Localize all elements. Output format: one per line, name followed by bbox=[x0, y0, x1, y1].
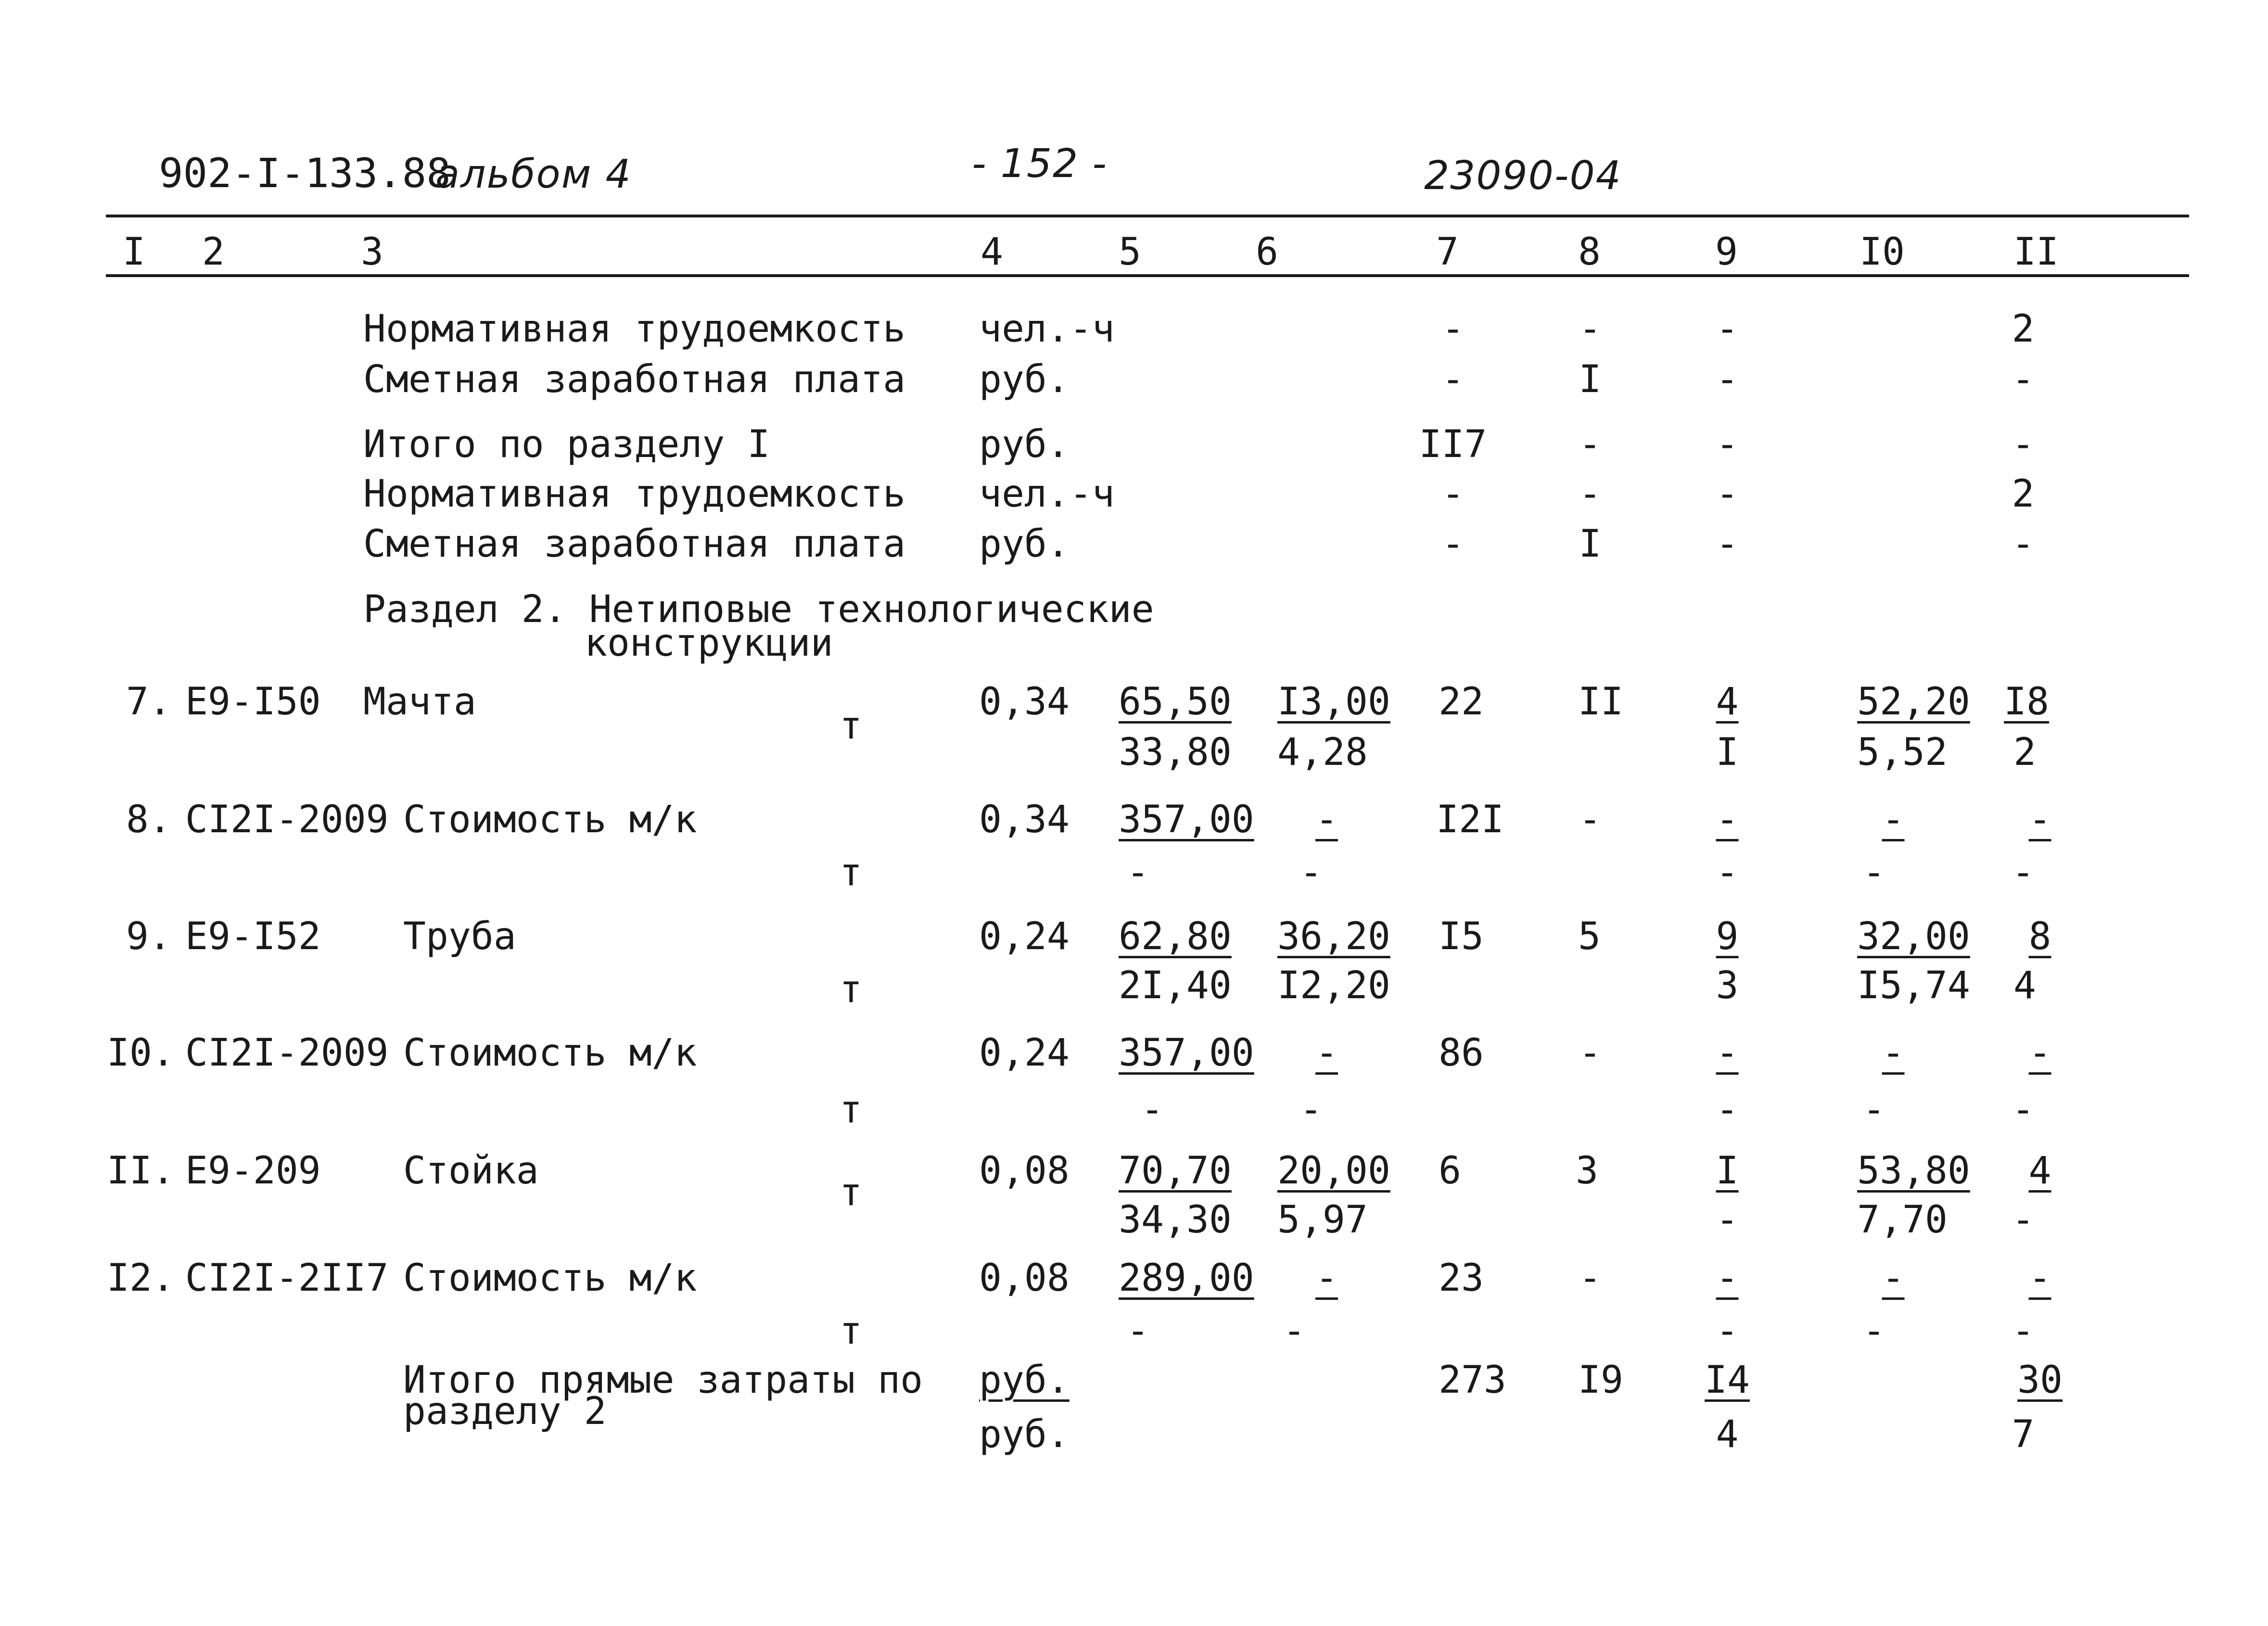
cell-col11: - bbox=[2012, 358, 2035, 401]
cell-col9-bottom: - bbox=[1716, 1309, 1739, 1353]
cell-col7: 273 bbox=[1439, 1359, 1506, 1402]
cell-col9: - bbox=[1716, 522, 1739, 566]
cell-col11-bottom: - bbox=[2012, 1198, 2035, 1242]
cell-col7: 22 bbox=[1439, 680, 1484, 724]
row-label: Сметная заработная плата bbox=[363, 358, 906, 401]
cell-col5-top: 357,00 bbox=[1119, 798, 1254, 841]
cell-col8: II bbox=[1578, 680, 1623, 724]
row-name: Стойка bbox=[403, 1149, 539, 1193]
cell-col8: I9 bbox=[1578, 1359, 1623, 1402]
row-name: Мачта bbox=[363, 680, 476, 724]
column-header-5: 5 bbox=[1119, 230, 1141, 274]
cell-col6-top: 20,00 bbox=[1277, 1149, 1390, 1193]
cell-col11-bottom: 2 bbox=[2013, 731, 2036, 774]
row-code: Е9-209 bbox=[185, 1149, 321, 1193]
cell-col9-top: 9 bbox=[1716, 915, 1739, 958]
cell-col9: - bbox=[1716, 358, 1739, 401]
cell-col9: - bbox=[1716, 307, 1739, 351]
row-label: Итого по разделу I bbox=[363, 423, 770, 466]
cell-col9-top: - bbox=[1716, 798, 1739, 841]
total-label: Итого прямые затраты по bbox=[403, 1359, 923, 1402]
cell-col8: - bbox=[1579, 307, 1602, 351]
row-code: Е9-I50 bbox=[185, 680, 321, 724]
cell-col8: I bbox=[1579, 358, 1602, 401]
cell-col9-bottom: - bbox=[1716, 1088, 1739, 1131]
row-name: Стоимость м/к bbox=[403, 798, 697, 841]
header-top-rule bbox=[106, 215, 2189, 217]
cell-col7: I2I bbox=[1436, 798, 1504, 841]
cell-col5-top: 65,50 bbox=[1119, 680, 1232, 724]
row-quantity: 0,34 bbox=[979, 798, 1070, 841]
row-unit: руб. bbox=[979, 358, 1070, 401]
cell-col7: - bbox=[1441, 522, 1465, 566]
column-header-8: 8 bbox=[1578, 230, 1601, 274]
row-unit: т bbox=[840, 1171, 862, 1214]
row-unit: руб. bbox=[979, 522, 1070, 566]
cell-col11-top: I8 bbox=[2004, 680, 2049, 724]
total-label-continued: разделу 2 bbox=[403, 1390, 607, 1433]
row-number: I0. bbox=[107, 1031, 175, 1075]
cell-col10-bottom: - bbox=[1862, 1309, 1886, 1353]
row-name: Стоимость м/к bbox=[403, 1257, 697, 1300]
cell-col9-top: I bbox=[1716, 1149, 1739, 1193]
row-unit: т bbox=[840, 1309, 862, 1353]
album-label: альбом 4 bbox=[435, 152, 632, 197]
cell-col5-top: 70,70 bbox=[1119, 1149, 1232, 1193]
cell-col5-bottom: 2I,40 bbox=[1119, 964, 1232, 1007]
cell-col10-top: - bbox=[1882, 1031, 1905, 1075]
cell-col9-bottom: 3 bbox=[1716, 964, 1739, 1007]
cell-col7: II7 bbox=[1419, 423, 1487, 466]
sheet-code: 23090-04 bbox=[1424, 153, 1622, 199]
column-header-10: I0 bbox=[1860, 230, 1905, 274]
cell-col9-bottom: I bbox=[1716, 731, 1739, 774]
column-header-9: 9 bbox=[1715, 230, 1738, 274]
column-header-4: 4 bbox=[981, 230, 1003, 274]
cell-col11-top: 30 bbox=[2017, 1359, 2063, 1402]
cell-col11: 2 bbox=[2012, 472, 2035, 516]
row-unit: т bbox=[840, 851, 862, 894]
row-unit: чел.-ч bbox=[979, 307, 1115, 351]
cell-col9-top: - bbox=[1716, 1257, 1739, 1300]
cell-col11-top: - bbox=[2028, 1257, 2051, 1300]
row-unit: т bbox=[840, 1088, 862, 1131]
cell-col6-bottom: - bbox=[1300, 851, 1323, 894]
row-label: Нормативная трудоемкость bbox=[363, 307, 906, 351]
column-header-3: 3 bbox=[361, 230, 383, 274]
cell-col11-bottom: - bbox=[2012, 1088, 2035, 1131]
row-code: СI2I-2009 bbox=[185, 1031, 389, 1075]
cell-col8: 3 bbox=[1576, 1149, 1598, 1193]
row-quantity: 0,08 bbox=[979, 1149, 1070, 1193]
cell-col10-bottom: - bbox=[1862, 1088, 1886, 1131]
row-unit: т bbox=[840, 704, 862, 748]
cell-col5-bottom: - bbox=[1126, 1309, 1149, 1353]
row-quantity: 0,08 bbox=[979, 1257, 1070, 1300]
cell-col10-bottom: - bbox=[1862, 851, 1886, 894]
row-unit: чел.-ч bbox=[979, 472, 1115, 516]
cell-col6-top: - bbox=[1315, 1031, 1338, 1075]
cell-col11-bottom: - bbox=[2012, 1309, 2035, 1353]
cell-col6-bottom: - bbox=[1300, 1088, 1323, 1131]
row-quantity: 0,24 bbox=[979, 915, 1070, 958]
cell-col10-top: 52,20 bbox=[1857, 680, 1970, 724]
row-code: СI2I-2009 bbox=[185, 798, 389, 841]
column-header-2: 2 bbox=[202, 230, 225, 274]
cell-col10-bottom: I5,74 bbox=[1857, 964, 1970, 1007]
cell-col5-bottom: - bbox=[1126, 851, 1149, 894]
cell-col10-top: - bbox=[1882, 798, 1905, 841]
row-quantity: 0,34 bbox=[979, 680, 1070, 724]
header-bottom-rule bbox=[106, 274, 2189, 277]
cell-col9-bottom: 4 bbox=[1716, 1413, 1739, 1456]
cell-col8: - bbox=[1579, 798, 1602, 841]
row-number: II. bbox=[107, 1149, 175, 1193]
cell-col6-bottom: 4,28 bbox=[1277, 731, 1368, 774]
row-label: Сметная заработная плата bbox=[363, 522, 906, 566]
total-unit-bottom: руб. bbox=[979, 1413, 1070, 1456]
cell-col10-bottom: 5,52 bbox=[1857, 731, 1948, 774]
cell-col11: 2 bbox=[2012, 307, 2035, 351]
cell-col5-top: 357,00 bbox=[1119, 1031, 1254, 1075]
cell-col11-bottom: 4 bbox=[2013, 964, 2036, 1007]
section-2-title-continued: конструкции bbox=[585, 622, 833, 665]
cell-col9-top: 4 bbox=[1716, 680, 1739, 724]
row-number: 8. bbox=[126, 798, 171, 841]
cell-col6-top: I3,00 bbox=[1277, 680, 1390, 724]
cell-col6-bottom: I2,20 bbox=[1277, 964, 1390, 1007]
cell-col9: - bbox=[1716, 472, 1739, 516]
cell-col5-bottom: 34,30 bbox=[1119, 1198, 1232, 1242]
cell-col11-top: - bbox=[2028, 1031, 2051, 1075]
row-number: 9. bbox=[126, 915, 171, 958]
cell-col7: 23 bbox=[1439, 1257, 1484, 1300]
cell-col7: 6 bbox=[1439, 1149, 1461, 1193]
cell-col11: - bbox=[2012, 423, 2035, 466]
cell-col8: I bbox=[1579, 522, 1602, 566]
cell-col6-top: - bbox=[1315, 1257, 1338, 1300]
cell-col10-top: 53,80 bbox=[1857, 1149, 1970, 1193]
cell-col8: - bbox=[1579, 472, 1602, 516]
column-header-1: I bbox=[123, 230, 145, 274]
cell-col6-bottom: 5,97 bbox=[1277, 1198, 1368, 1242]
cell-col5-top: 62,80 bbox=[1119, 915, 1232, 958]
cell-col10-top: 32,00 bbox=[1857, 915, 1970, 958]
cell-col10-top: - bbox=[1882, 1257, 1905, 1300]
cell-col7: I5 bbox=[1439, 915, 1484, 958]
row-unit: т bbox=[840, 968, 862, 1011]
cell-col8: - bbox=[1579, 1257, 1602, 1300]
row-code: Е9-I52 bbox=[185, 915, 321, 958]
row-quantity: 0,24 bbox=[979, 1031, 1070, 1075]
cell-col6-bottom: - bbox=[1283, 1309, 1306, 1353]
row-label: Нормативная трудоемкость bbox=[363, 472, 906, 516]
cell-col5-bottom: - bbox=[1141, 1088, 1164, 1131]
cell-col9-bottom: - bbox=[1716, 1198, 1739, 1242]
cell-col9-bottom: - bbox=[1716, 851, 1739, 894]
cell-col7: - bbox=[1441, 307, 1465, 351]
cell-col6-top: 36,20 bbox=[1277, 915, 1390, 958]
page-number: - 152 - bbox=[972, 141, 1108, 187]
cell-col9-top: I4 bbox=[1705, 1359, 1750, 1402]
cell-col11-top: 4 bbox=[2028, 1149, 2051, 1193]
cell-col11-top: - bbox=[2028, 798, 2051, 841]
total-unit-top: руб. bbox=[979, 1359, 1070, 1402]
cell-col8: 5 bbox=[1578, 915, 1601, 958]
cell-col6-top: - bbox=[1315, 798, 1338, 841]
cell-col9: - bbox=[1716, 423, 1739, 466]
cell-col9-top: - bbox=[1716, 1031, 1739, 1075]
cell-col8: - bbox=[1579, 423, 1602, 466]
cell-col10-bottom: 7,70 bbox=[1857, 1198, 1948, 1242]
row-unit: руб. bbox=[979, 423, 1070, 466]
column-header-6: 6 bbox=[1256, 230, 1278, 274]
cell-col5-bottom: 33,80 bbox=[1119, 731, 1232, 774]
section-2-title: Раздел 2. Нетиповые технологические bbox=[363, 588, 1154, 631]
cell-col7: - bbox=[1441, 358, 1465, 401]
row-name: Стоимость м/к bbox=[403, 1031, 697, 1075]
cell-col11-bottom: 7 bbox=[2012, 1413, 2035, 1456]
column-header-11: II bbox=[2013, 230, 2059, 274]
cell-col11: - bbox=[2012, 522, 2035, 566]
cell-col11-top: 8 bbox=[2028, 915, 2051, 958]
row-number: 7. bbox=[126, 680, 171, 724]
document-code: 902-I-133.88 bbox=[159, 150, 451, 197]
cell-col7: 86 bbox=[1439, 1031, 1484, 1075]
cell-col5-top: 289,00 bbox=[1119, 1257, 1254, 1300]
row-code: СI2I-2II7 bbox=[185, 1257, 389, 1300]
cell-col7: - bbox=[1441, 472, 1465, 516]
column-header-7: 7 bbox=[1436, 230, 1459, 274]
row-name: Труба bbox=[403, 915, 516, 958]
row-number: I2. bbox=[107, 1257, 175, 1300]
cell-col8: - bbox=[1579, 1031, 1602, 1075]
cell-col11-bottom: - bbox=[2012, 851, 2035, 894]
